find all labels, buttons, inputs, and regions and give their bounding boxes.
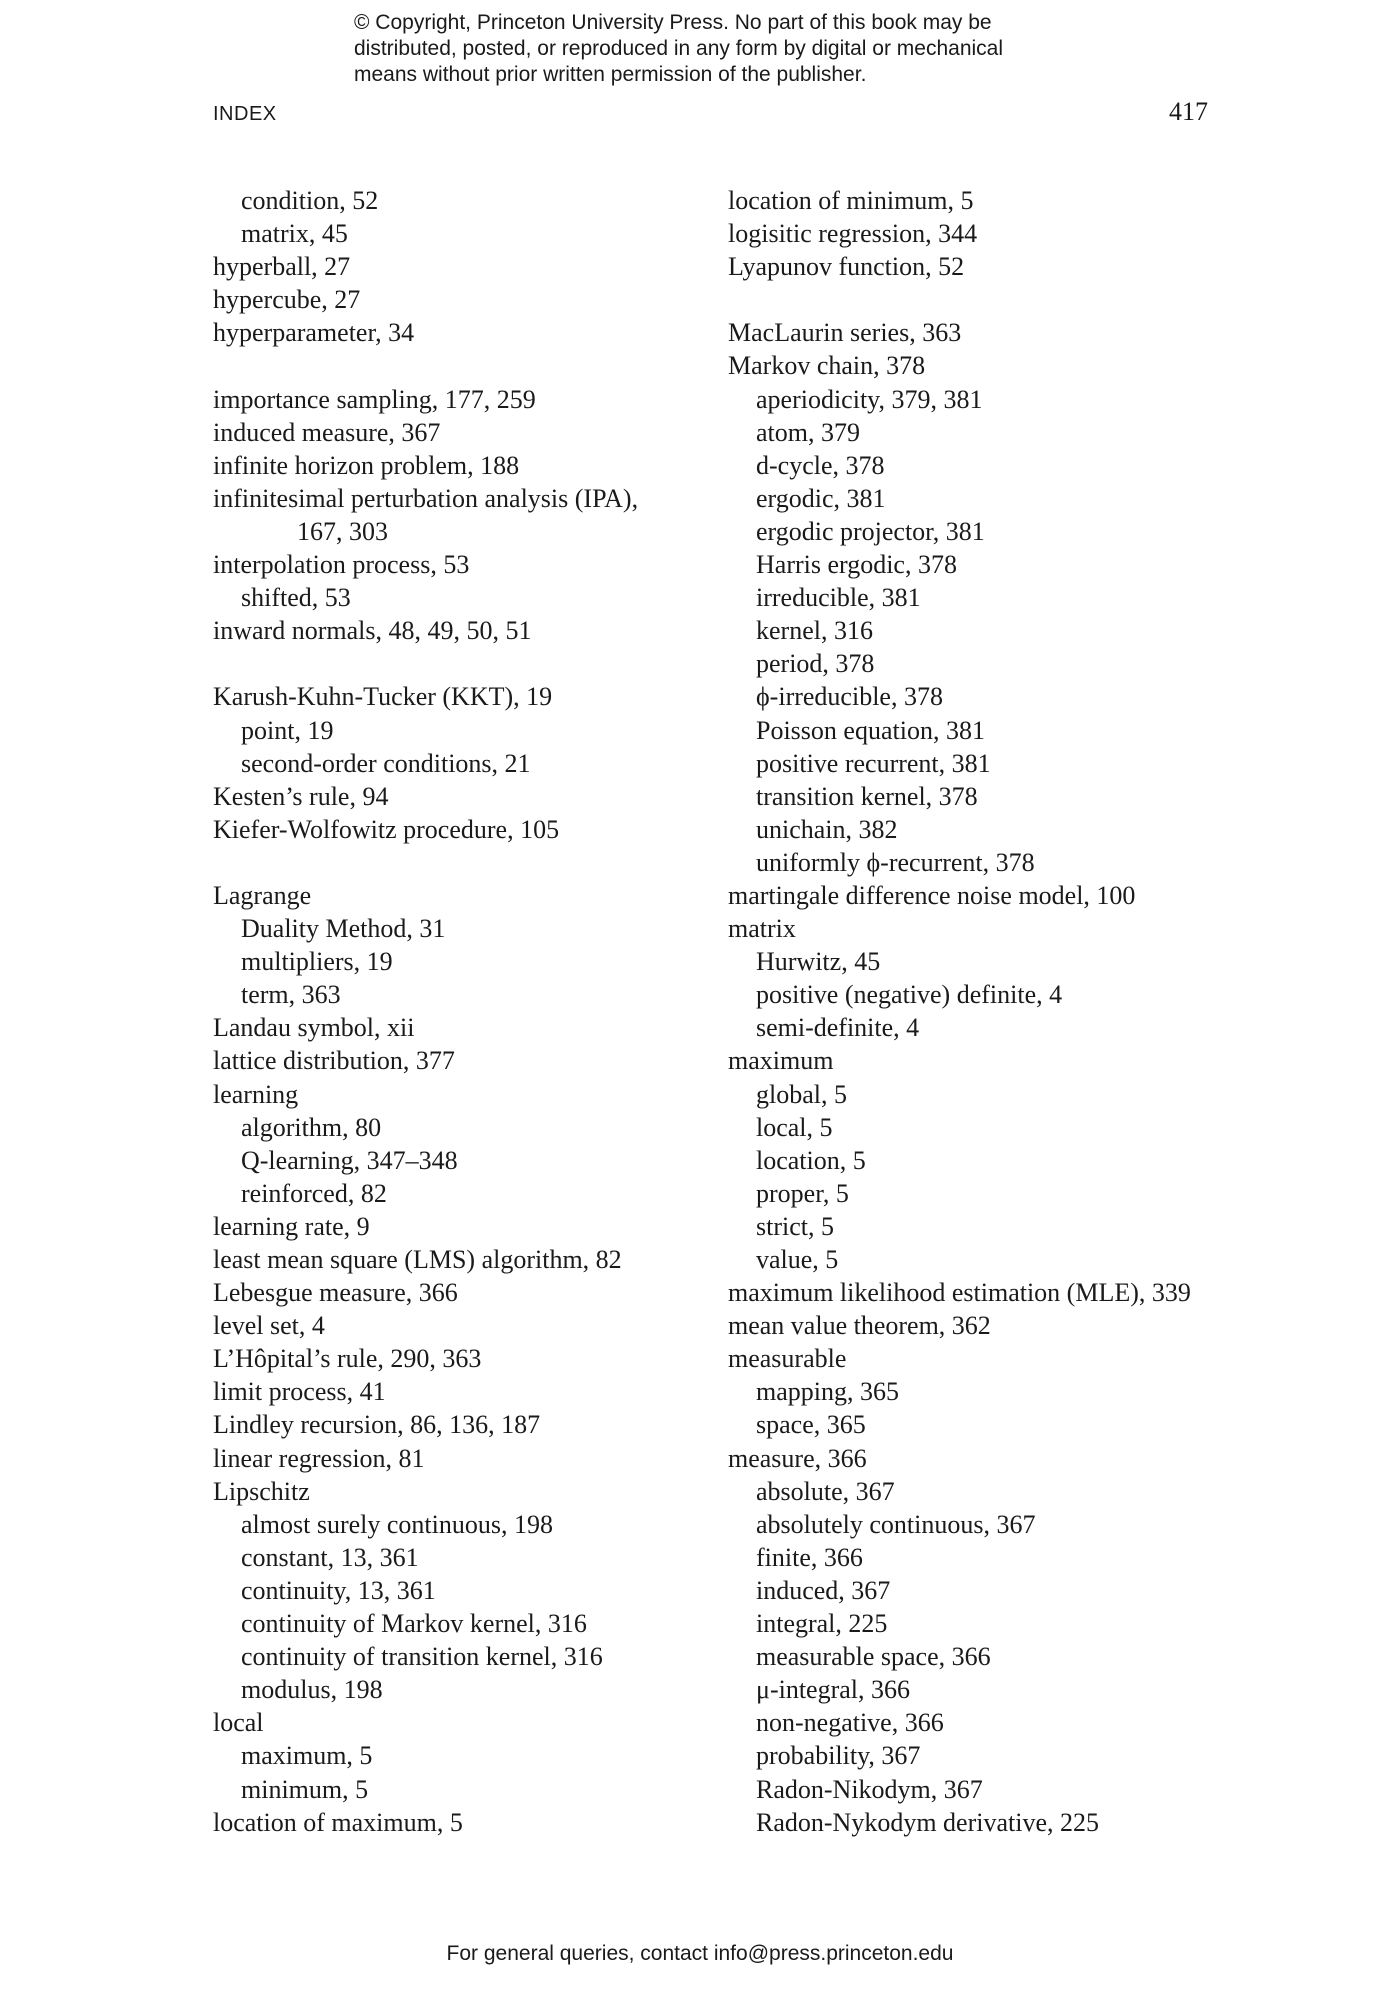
index-subentry: measurable space, 366 bbox=[756, 1642, 991, 1672]
index-entry: interpolation process, 53 bbox=[213, 550, 470, 580]
index-subentry: Radon-Nykodym derivative, 225 bbox=[756, 1807, 1099, 1837]
index-subentry: continuity of Markov kernel, 316 bbox=[241, 1609, 587, 1639]
page-number: 417 bbox=[1169, 97, 1208, 126]
index-subentry: finite, 366 bbox=[756, 1542, 863, 1572]
index-entry: Lebesgue measure, 366 bbox=[213, 1278, 458, 1308]
index-gap bbox=[213, 647, 733, 680]
index-entry: Kesten’s rule, 94 bbox=[213, 781, 389, 811]
index-subentry: space, 365 bbox=[756, 1410, 866, 1440]
index-gap bbox=[213, 349, 733, 382]
index-subentry: kernel, 316 bbox=[756, 616, 873, 646]
index-entry: infinitesimal perturbation analysis (IPA), bbox=[213, 483, 639, 513]
index-entry: location of maximum, 5 bbox=[213, 1807, 463, 1837]
index-subentry: Q-learning, 347–348 bbox=[241, 1145, 458, 1175]
index-entry: Landau symbol, xii bbox=[213, 1013, 415, 1043]
index-subentry: multipliers, 19 bbox=[241, 947, 393, 977]
index-entry: martingale difference noise model, 100 bbox=[728, 880, 1136, 910]
index-entry: Lipschitz bbox=[213, 1476, 310, 1506]
index-subentry: integral, 225 bbox=[756, 1609, 888, 1639]
index-gap bbox=[213, 846, 733, 879]
index-entry: L’Hôpital’s rule, 290, 363 bbox=[213, 1344, 482, 1374]
index-subentry: ergodic projector, 381 bbox=[756, 516, 985, 546]
index-entry: mean value theorem, 362 bbox=[728, 1311, 991, 1341]
index-entry: measure, 366 bbox=[728, 1443, 867, 1473]
index-entry: induced measure, 367 bbox=[213, 417, 441, 447]
index-subentry: Harris ergodic, 378 bbox=[756, 550, 957, 580]
index-subentry: location, 5 bbox=[756, 1145, 866, 1175]
index-entry: least mean square (LMS) algorithm, 82 bbox=[213, 1245, 622, 1274]
index-subentry: transition kernel, 378 bbox=[756, 781, 978, 811]
index-subentry: probability, 367 bbox=[756, 1741, 921, 1771]
index-subentry: constant, 13, 361 bbox=[241, 1542, 419, 1572]
index-subentry: proper, 5 bbox=[756, 1178, 849, 1208]
index-subentry: Poisson equation, 381 bbox=[756, 715, 985, 745]
index-subentry: global, 5 bbox=[756, 1079, 847, 1109]
index-subentry: absolutely continuous, 367 bbox=[756, 1509, 1036, 1539]
index-entry: MacLaurin series, 363 bbox=[728, 318, 962, 348]
index-subentry: uniformly ϕ-recurrent, 378 bbox=[756, 847, 1035, 877]
index-subentry: irreducible, 381 bbox=[756, 583, 921, 613]
index-entry: Lagrange bbox=[213, 880, 312, 910]
index-subentry: second-order conditions, 21 bbox=[241, 748, 531, 778]
index-subentry: strict, 5 bbox=[756, 1211, 834, 1241]
index-entry: Markov chain, 378 bbox=[728, 351, 926, 381]
index-subentry: maximum, 5 bbox=[241, 1741, 373, 1771]
index-entry: hyperball, 27 bbox=[213, 252, 351, 282]
index-entry: infinite horizon problem, 188 bbox=[213, 450, 520, 480]
index-entry: measurable bbox=[728, 1344, 847, 1374]
index-entry: Kiefer-Wolfowitz procedure, 105 bbox=[213, 814, 560, 844]
index-subentry: point, 19 bbox=[241, 715, 334, 745]
index-entry: importance sampling, 177, 259 bbox=[213, 384, 536, 414]
index-subentry: modulus, 198 bbox=[241, 1675, 383, 1705]
index-subentry: condition, 52 bbox=[241, 186, 379, 215]
index-entry: local bbox=[213, 1708, 264, 1738]
index-subentry: induced, 367 bbox=[756, 1575, 891, 1605]
index-entry: learning rate, 9 bbox=[213, 1211, 370, 1241]
index-subentry: μ-integral, 366 bbox=[756, 1675, 911, 1705]
index-entry: Lindley recursion, 86, 136, 187 bbox=[213, 1410, 541, 1440]
index-subentry: local, 5 bbox=[756, 1112, 833, 1142]
index-subentry: shifted, 53 bbox=[241, 583, 351, 613]
index-entry: maximum likelihood estimation (MLE), 339 bbox=[728, 1278, 1191, 1308]
copyright-line: distributed, posted, or reproduced in any form by digital or mechanical bbox=[354, 37, 1004, 60]
index-subentry: mapping, 365 bbox=[756, 1377, 899, 1407]
index-entry: linear regression, 81 bbox=[213, 1443, 425, 1473]
running-head: INDEX bbox=[213, 103, 277, 125]
index-subentry: positive (negative) definite, 4 bbox=[756, 980, 1063, 1010]
index-subentry: value, 5 bbox=[756, 1245, 839, 1274]
index-subentry: 167, 303 bbox=[297, 516, 388, 546]
index-gap bbox=[728, 283, 1248, 316]
index-entry: maximum bbox=[728, 1046, 834, 1076]
index-entry: lattice distribution, 377 bbox=[213, 1046, 455, 1076]
index-subentry: positive recurrent, 381 bbox=[756, 748, 991, 778]
index-entry: location of minimum, 5 bbox=[728, 186, 974, 215]
index-subentry: absolute, 367 bbox=[756, 1476, 895, 1506]
index-subentry: unichain, 382 bbox=[756, 814, 898, 844]
index-subentry: term, 363 bbox=[241, 980, 341, 1010]
index-entry: Karush-Kuhn-Tucker (KKT), 19 bbox=[213, 682, 553, 712]
index-entry: learning bbox=[213, 1079, 299, 1109]
index-subentry: d-cycle, 378 bbox=[756, 450, 885, 480]
index-subentry: matrix, 45 bbox=[241, 219, 348, 249]
index-subentry: Duality Method, 31 bbox=[241, 914, 446, 944]
index-subentry: ϕ-irreducible, 378 bbox=[756, 682, 943, 712]
index-subentry: minimum, 5 bbox=[241, 1774, 369, 1804]
index-subentry: non-negative, 366 bbox=[756, 1708, 944, 1738]
index-entry: matrix bbox=[728, 914, 796, 944]
index-subentry: continuity of transition kernel, 316 bbox=[241, 1642, 603, 1672]
index-subentry: algorithm, 80 bbox=[241, 1112, 382, 1142]
copyright-line: © Copyright, Princeton University Press. No part of this book may be bbox=[354, 11, 992, 34]
index-subentry: reinforced, 82 bbox=[241, 1178, 387, 1208]
index-subentry: atom, 379 bbox=[756, 417, 860, 447]
index-entry: hypercube, 27 bbox=[213, 285, 361, 315]
copyright-line: means without prior written permission of the publisher. bbox=[354, 63, 867, 86]
index-subentry: Radon-Nikodym, 367 bbox=[756, 1774, 983, 1804]
index-subentry: continuity, 13, 361 bbox=[241, 1575, 436, 1605]
index-entry: inward normals, 48, 49, 50, 51 bbox=[213, 616, 532, 646]
footer-contact: For general queries, contact info@press.princeton.edu bbox=[446, 1942, 954, 1965]
index-subentry: semi-definite, 4 bbox=[756, 1013, 920, 1043]
index-subentry: aperiodicity, 379, 381 bbox=[756, 384, 983, 414]
index-column-left bbox=[213, 184, 733, 1839]
index-column-right bbox=[728, 184, 1248, 1839]
index-entry: limit process, 41 bbox=[213, 1377, 386, 1407]
copyright-notice bbox=[354, 10, 1114, 88]
index-entry: logisitic regression, 344 bbox=[728, 219, 978, 249]
index-subentry: period, 378 bbox=[756, 649, 875, 679]
index-subentry: Hurwitz, 45 bbox=[756, 947, 881, 977]
index-subentry: ergodic, 381 bbox=[756, 483, 886, 513]
index-entry: Lyapunov function, 52 bbox=[728, 252, 965, 282]
index-subentry: almost surely continuous, 198 bbox=[241, 1509, 553, 1539]
index-entry: level set, 4 bbox=[213, 1311, 325, 1341]
index-entry: hyperparameter, 34 bbox=[213, 318, 415, 348]
